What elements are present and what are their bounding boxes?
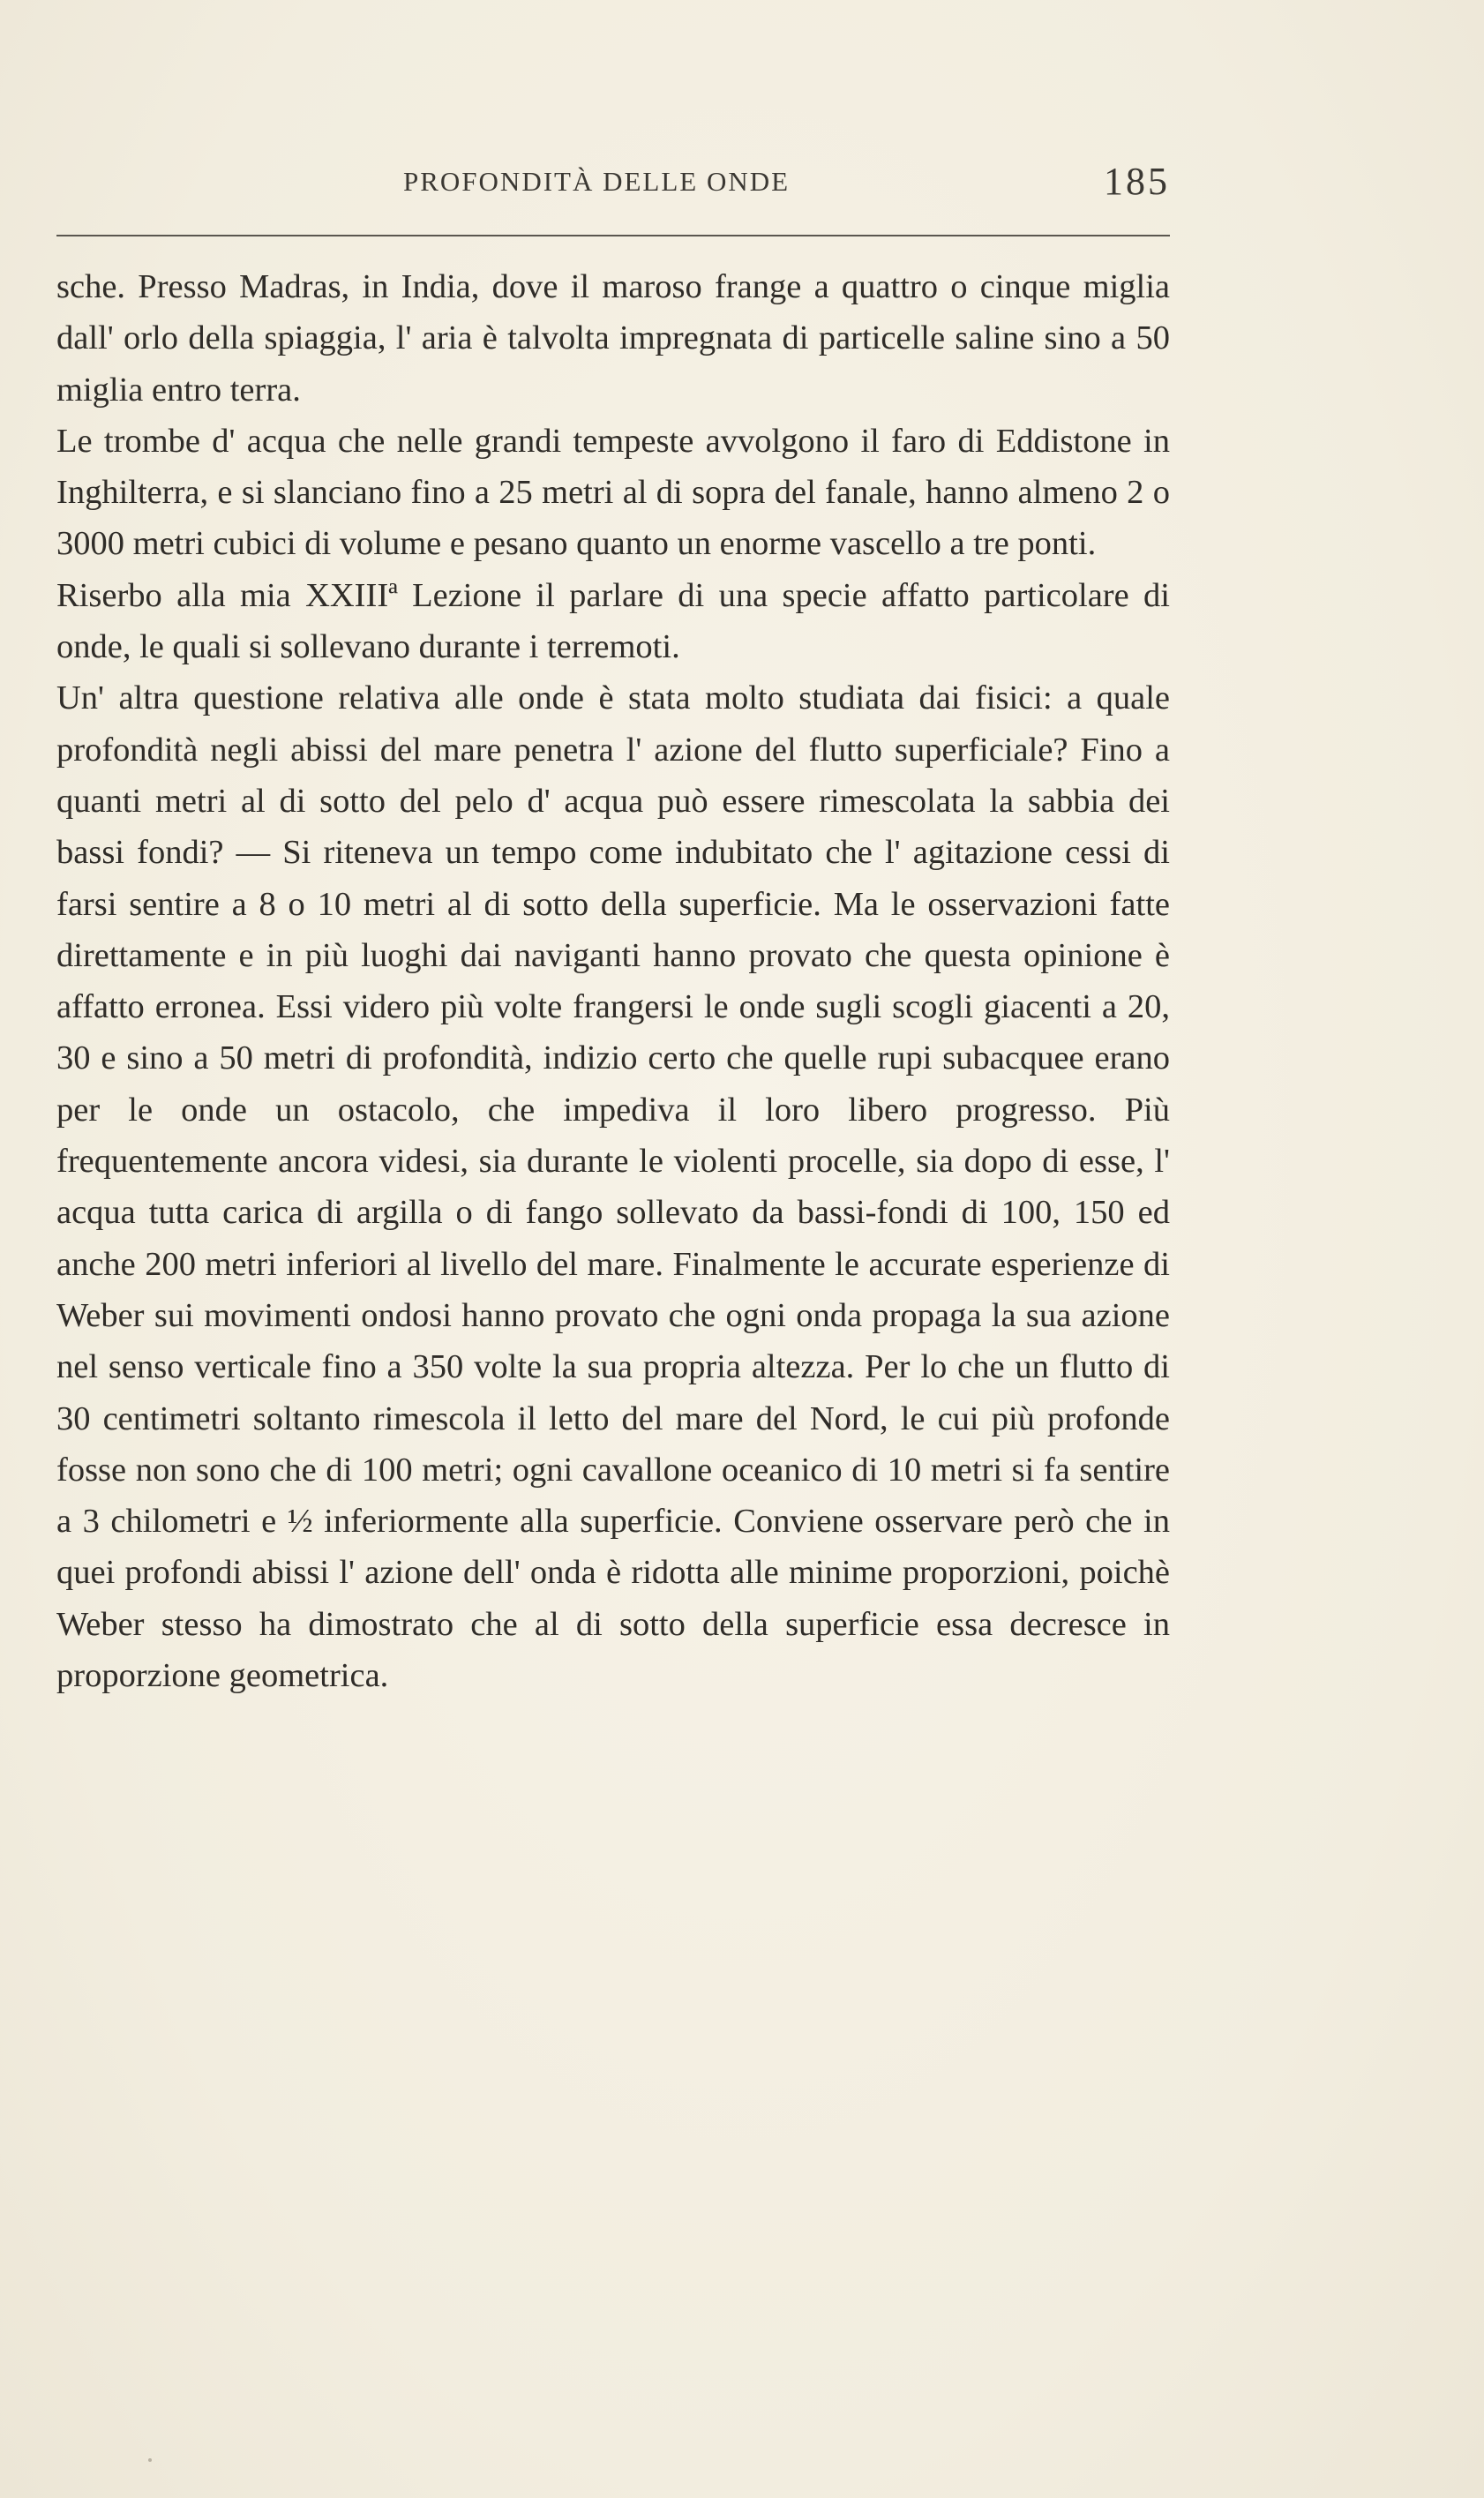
paragraph: Le trombe d' acqua che nelle grandi tempeste avvolgono il faro di Eddistone in Inghilterra, e si slanciano fino a 25 metri al di sopra del fanale, hanno almeno 2 o 3000 metri cubici di volume e pesano quanto un enorme vascello a tre ponti.: [56, 422, 1170, 563]
paragraph: Riserbo alla mia XXIIIª Lezione il parlare di una specie affatto particolare di onde, le quali si sollevano durante i terremoti.: [56, 576, 1170, 666]
header-rule: [56, 235, 1170, 236]
paper-speck: [148, 2458, 152, 2462]
page-number: 185: [1104, 160, 1170, 203]
running-header: [56, 160, 1170, 203]
running-title: PROFONDITÀ DELLE ONDE: [403, 166, 791, 197]
paragraph: sche. Presso Madras, in India, dove il maroso frange a quattro o cinque miglia dall' orlo della spiaggia, l' aria è talvolta impregnata di particelle saline sino a 50 miglia entro terra.: [56, 268, 1170, 409]
paragraph: Un' altra questione relativa alle onde è stata molto studiata dai fisici: a quale profondità negli abissi del mare penetra l' azione del flutto superficiale? Fino a quanti metri al di sotto del pelo d' acqua può essere rimescolata la sabbia dei bassi fondi? — Si riteneva un tempo come indubitato che l' agitazione cessi di farsi sentire a 8 o 10 metri al di sotto della superficie. Ma le osservazioni fatte direttamente e in più luoghi dai naviganti hanno provato che questa opinione è affatto erronea. Essi videro più volte frangersi le onde sugli scogli giacenti a 20, 30 e sino a 50 metri di profondità, indizio certo che quelle rupi subacquee erano per le onde un ostacolo, che impediva il loro libero progresso. Più frequentemente ancora videsi, sia durante le violenti procelle, sia dopo di esse, l' acqua tutta carica di argilla o di fango sollevato da bassi-fondi di 100, 150 ed anche 200 metri inferiori al livello del mare. Finalmente le accurate esperienze di Weber sui movimenti ondosi hanno provato che ogni onda propaga la sua azione nel senso verticale fino a 350 volte la sua propria altezza. Per lo che un flutto di 30 centimetri soltanto rimescola il letto del mare del Nord, le cui più profonde fosse non sono che di 100 metri; ogni cavallone oceanico di 10 metri si fa sentire a 3 chilometri e ½ inferiormente alla superficie. Conviene osservare però che in quei profondi abissi l' azione dell' onda è ridotta alle minime proporzioni, poichè Weber stesso ha dimostrato che al di sotto della superficie essa decresce in proporzione geometrica.: [56, 679, 1170, 1695]
body-text: [56, 261, 1170, 1701]
